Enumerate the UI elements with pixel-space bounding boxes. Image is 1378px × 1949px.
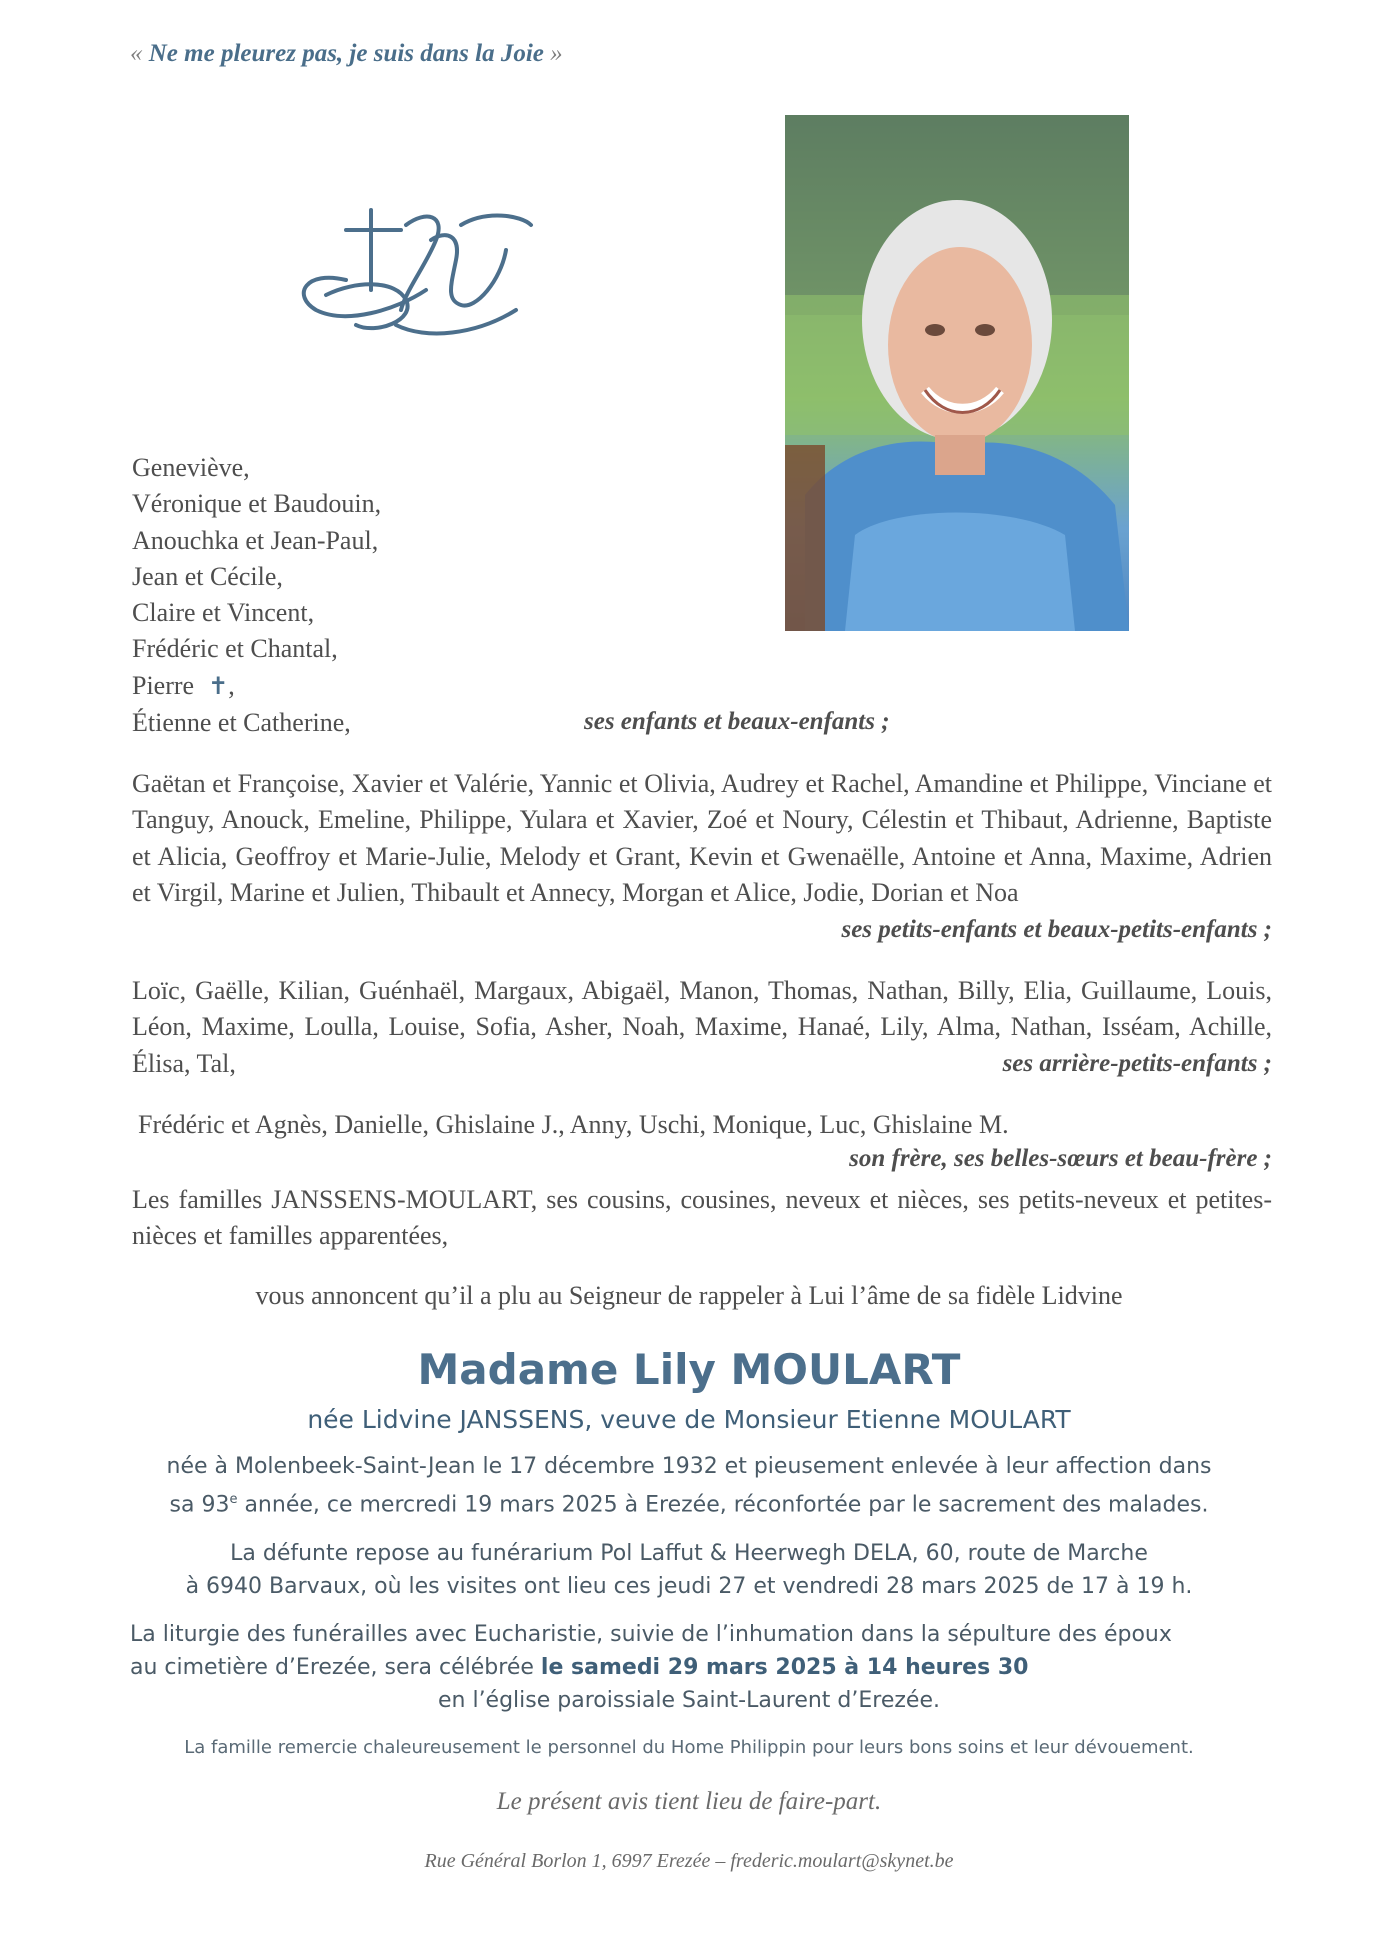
grandchildren-role: ses petits-enfants et beaux-petits-enfants ;	[841, 915, 1272, 943]
birth-death-info	[0, 1450, 1378, 1521]
epigraph-quote	[130, 40, 563, 68]
child-name: Jean et Cécile,	[132, 561, 283, 591]
portrait-photo	[785, 115, 1129, 631]
age-rest: année, ce mercredi 19 mars 2025 à Erezée, réconfortée par le sacrement des malades.	[237, 1492, 1209, 1518]
grandchildren-names: Gaëtan et Françoise, Xavier et Valérie, Yannic et Olivia, Audrey et Rachel, Amandine et Philippe, Vinciane et Tanguy, Anouck, Emeline, Philippe, Yulara et Xavier, Zoé et Noury, Célestin et Thibaut, Adrienne, Baptiste et Alicia, Geoffroy et Marie-Julie, Melody et Grant, Kevin et Gwenaëlle, Antoine et Anna, Maxime, Adrien et Virgil, Marine et Julien, Thibault et Annecy, Morgan et Alice, Jodie, Dorian et Noa	[132, 769, 1272, 908]
notice-line: Le présent avis tient lieu de faire-part.	[496, 1788, 882, 1815]
thanks-line: La famille remercie chaleureusement le personnel du Home Philippin pour leurs bons soins et leur dévouement.	[184, 1737, 1194, 1758]
birth-line: née à Molenbeek-Saint-Jean le 17 décembre 1932 et pieusement enlevée à leur affection dans	[166, 1454, 1212, 1479]
children-role: ses enfants et beaux-enfants ;	[584, 708, 890, 735]
announcement-line: vous annoncent qu’il a plu au Seigneur de rappeler à Lui l’âme de sa fidèle Lidvine	[255, 1281, 1123, 1310]
visitation-line-2: à 6940 Barvaux, où les visites ont lieu ces jeudi 27 et vendredi 28 mars 2025 de 17 à 19 h.	[185, 1574, 1193, 1599]
cross-monogram-icon	[286, 200, 536, 350]
portrait-illustration	[785, 115, 1129, 631]
great-grandchildren-names: Loïc, Gaëlle, Kilian, Guénhaël, Margaux, Abigaël, Manon, Thomas, Nathan, Billy, Elia, Guillaume, Louis, Léon, Maxime, Loulla, Louise, Sofia, Asher, Noah, Maxime, Hanaé, Lily, Alma, Nathan, Isséam, Achille, Élisa, Tal,	[132, 976, 1272, 1078]
liturgy-date: le samedi 29 mars 2025 à 14 heures 30	[540, 1655, 1029, 1680]
great-grandchildren-paragraph	[132, 973, 1272, 1082]
address-line: Rue Général Borlon 1, 6997 Erezée – frederic.moulart@skynet.be	[424, 1850, 954, 1872]
visitation-info	[0, 1537, 1378, 1603]
child-name: Véronique et Baudouin,	[132, 489, 382, 519]
quote-text: Ne me pleurez pas, je suis dans la Joie	[148, 40, 544, 67]
liturgy-line-1: La liturgie des funérailles avec Eucharistie, suivie de l’inhumation dans la sépulture des époux	[130, 1622, 1172, 1647]
child-name: Claire et Vincent,	[132, 598, 315, 628]
child-name: Geneviève,	[132, 453, 250, 482]
child-name: Frédéric et Chantal,	[132, 634, 338, 664]
age-prefix: sa 93	[169, 1492, 230, 1518]
child-name: Anouchka et Jean-Paul,	[132, 525, 379, 555]
siblings-role: son frère, ses belles-sœurs et beau-frère ;	[849, 1145, 1272, 1172]
pierre-suffix: ,	[228, 670, 235, 700]
child-name: Pierre	[132, 670, 195, 700]
liturgy-line-3: en l’église paroissiale Saint-Laurent d’Erezée.	[437, 1688, 940, 1713]
visitation-line-1: La défunte repose au funérarium Pol Laffut & Heerwegh DELA, 60, route de Marche	[230, 1541, 1148, 1566]
cross-icon: ✝	[208, 673, 229, 700]
siblings-names: Frédéric et Agnès, Danielle, Ghislaine J., Anny, Uschi, Monique, Luc, Ghislaine M.	[138, 1110, 1009, 1139]
child-name: Étienne et Catherine,	[132, 708, 351, 738]
quote-close: »	[550, 40, 563, 67]
great-grandchildren-role: ses arrière-petits-enfants ;	[1002, 1049, 1272, 1077]
liturgy-info	[130, 1618, 1260, 1717]
age-line	[0, 1483, 1378, 1521]
deceased-name: Madame Lily MOULART	[417, 1345, 961, 1394]
liturgy-prefix: au cimetière d’Erezée, sera célébrée	[130, 1655, 541, 1680]
age-sup: e	[229, 1492, 238, 1507]
quote-open: «	[130, 40, 143, 67]
grandchildren-paragraph	[132, 766, 1272, 948]
families-paragraph: Les familles JANSSENS-MOULART, ses cousins, cousines, neveux et nièces, ses petits-neveux et petites-nièces et familles apparentées,	[132, 1185, 1272, 1251]
child-name-pierre	[132, 668, 381, 705]
siblings-paragraph	[138, 1107, 1278, 1143]
deceased-birth-name: née Lidvine JANSSENS, veuve de Monsieur Etienne MOULART	[307, 1405, 1071, 1434]
liturgy-line-2	[130, 1651, 1260, 1684]
children-list	[132, 450, 381, 741]
